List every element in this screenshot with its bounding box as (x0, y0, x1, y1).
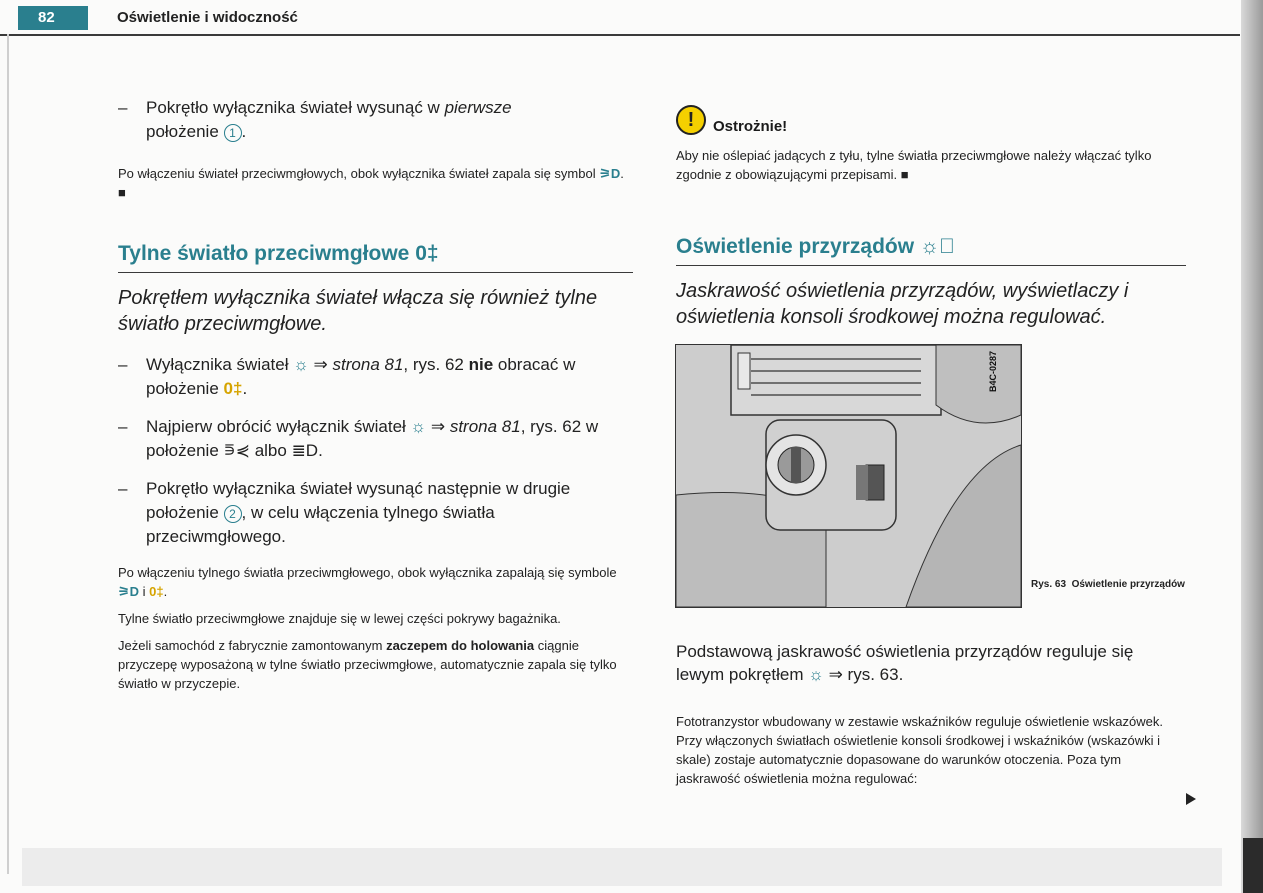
left-column (118, 96, 633, 693)
section-lead: Jaskrawość oświetlenia przyrządów, wyświetlaczy i oświetlenia konsoli środkowej można regulować. (676, 280, 1129, 328)
rear-fog-symbol-icon: 0‡ (149, 584, 164, 599)
dimmer-icon: ☼⃝ (919, 235, 955, 258)
step-pull-first: – Pokrętło wyłącznika świateł wysunąć w pierwsze położenie 1 . (118, 98, 512, 141)
note-fog-front: Po włączeniu świateł przeciwmgłowych, obok wyłącznika świateł zapala się symbol ⚞D. ■ (118, 166, 624, 200)
running-title: Oświetlenie i widoczność (117, 9, 298, 26)
dashboard-illustration (676, 345, 1021, 607)
heading-rule (676, 265, 1186, 266)
warning-text: Aby nie oślepiać jadących z tyłu, tylne światła przeciwmgłowe należy włączać tylko zgodnie z obowiązującymi przepisami. ■ (676, 148, 1152, 182)
section-instrument-lighting (676, 235, 1186, 330)
parking-light-icon: ⋾⋞ (223, 441, 250, 460)
paragraph-basic-brightness: Podstawową jaskrawość oświetlenia przyrządów reguluje się lewym pokrętłem ☼ ⇒ rys. 63. (676, 642, 1134, 684)
figure-code: B4C-0287 (988, 351, 998, 393)
page-edge-shadow (1241, 0, 1263, 893)
page-edge-block (1243, 838, 1263, 893)
section-heading: Oświetlenie przyrządów ☼⃝ (676, 235, 955, 258)
low-beam-icon: ≣D (291, 441, 319, 460)
front-fog-symbol-icon: ⚞D (118, 584, 140, 599)
paragraph-phototransistor: Fototranzystor wbudowany w zestawie wskaźników reguluje oświetlenie wskazówek. Przy włączonych światłach oświetlenie konsoli środkowej i wskaźników (wskazówki i skale) zostaje automatycznie dopasowane do warunków otoczenia. Poza tym jaskrawość oświetlenia można regulować: (676, 714, 1163, 786)
light-switch-icon: ☼ (410, 417, 427, 436)
warning-title: Ostrożnie! (713, 118, 788, 135)
page-number: 82 (18, 6, 88, 30)
page-header (0, 0, 1240, 36)
footer-strip (22, 848, 1222, 886)
step-pull-second: – Pokrętło wyłącznika świateł wysunąć następnie w drugie położenie 2 , w celu włączenia tylnego światła przeciwmgłowego. (118, 479, 571, 546)
front-fog-symbol-icon: ⚞D (599, 166, 621, 181)
page-link[interactable]: strona 81 (332, 355, 404, 374)
position-1-icon: 1 (224, 124, 242, 142)
position-2-icon: 2 (224, 505, 242, 523)
continue-arrow-icon (1186, 793, 1196, 805)
section-lead: Pokrętłem wyłącznika świateł włącza się również tylne światło przeciwmgłowe. (118, 287, 598, 335)
left-edge-line (7, 34, 9, 874)
heading-rule (118, 272, 633, 273)
figure-caption: Rys. 63 Oświetlenie przyrządów (1031, 579, 1185, 590)
page-link[interactable]: strona 81 (449, 417, 521, 436)
note-rear-fog-symbols: Po włączeniu tylnego światła przeciwmgłowego, obok wyłącznika zapalają się symbole ⚞D i 0‡. (118, 565, 617, 599)
step-do-not-turn: – Wyłącznika świateł ☼ ⇒ strona 81, rys. 62 nie obracać w położenie 0‡. (118, 355, 576, 398)
light-switch-icon: ☼ (293, 355, 309, 374)
warning-icon: ! (676, 105, 706, 135)
section-rear-fog (118, 242, 633, 337)
rear-fog-symbol-icon: 0‡ (223, 379, 243, 398)
figure-dashboard-switch (675, 344, 1022, 608)
note-towing: Jeżeli samochód z fabrycznie zamontowanym zaczepem do holowania ciągnie przyczepę wyposażoną w tylne światło przeciwmgłowe, automatycznie zapala się tylko światło w przyczepie. (118, 638, 617, 691)
step-turn-first: – Najpierw obrócić wyłącznik świateł ☼ ⇒ strona 81, rys. 62 w położenie ⋾⋞ albo ≣D. (118, 417, 599, 460)
rear-fog-icon: 0‡ (415, 242, 439, 265)
note-rear-fog-location: Tylne światło przeciwmgłowe znajduje się w lewej części pokrywy bagażnika. (118, 611, 561, 626)
section-heading: Tylne światło przeciwmgłowe 0‡ (118, 242, 439, 265)
dimmer-icon: ☼ (808, 665, 824, 684)
